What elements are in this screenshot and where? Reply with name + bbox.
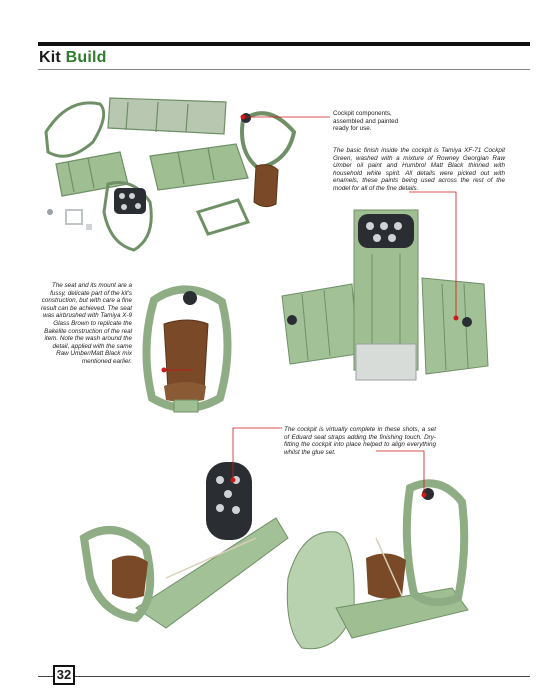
caption-seat: The seat and its mount are a fussy, delicate part of the kit's construction, but with care a fine result can be achieved. The seat was airbrushed with Tamiya X-9 Glass Brown to replicate the Bakelite construction of the real item. Note the wash around the detail, applied with the same Raw Umber/Matt Black mix mentioned earlier.	[40, 282, 132, 365]
caption-complete: The cockpit is virtually complete in these shots, a set of Eduard seat straps adding the finishing touch. Dry-fitting the cockpit into place helped to align everything whilst the glue set.	[284, 426, 436, 456]
caption-components: Cockpit components, assembled and painted ready for use.	[333, 110, 399, 133]
heading-build: Build	[65, 49, 107, 66]
footer-rule	[38, 676, 530, 677]
page-number: 32	[53, 665, 75, 685]
heading-kit: Kit	[39, 49, 61, 66]
caption-basic-finish: The basic finish inside the cockpit is Tamiya XF-71 Cockpit Green, washed with a mixture of Rowney Georgian Raw Umber oil paint and Humbrol Matt Black thinned with household white spirit. All details were picked out with enamels, these paints being used across the rest of the model for all of the fine details.	[333, 147, 505, 192]
